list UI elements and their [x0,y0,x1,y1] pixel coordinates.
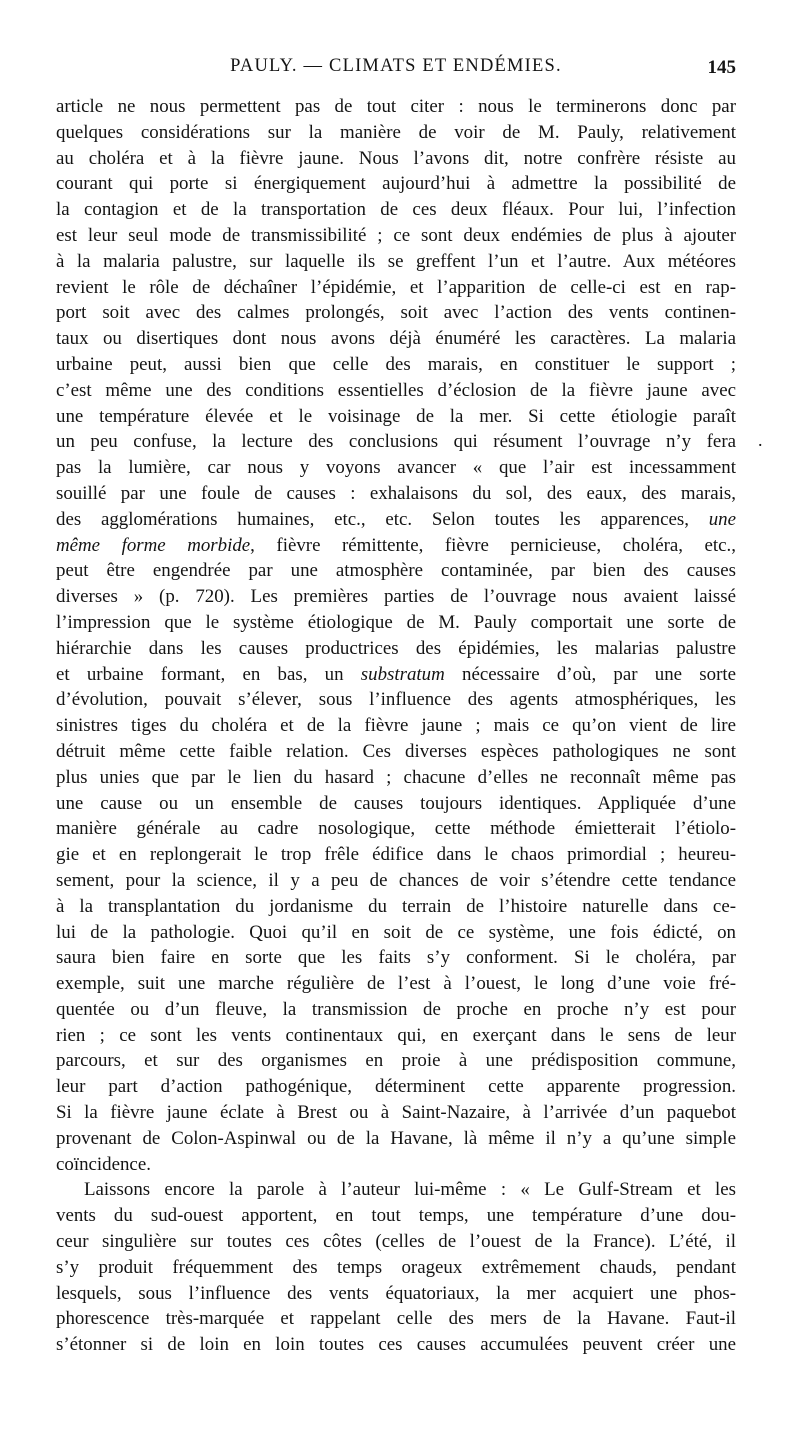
text-line [56,610,736,636]
text-line [56,687,736,713]
text-run: des agglomérations humaines, etc., etc. Selon toutes les apparences, [56,508,709,530]
text-run: peut être engendrée par une atmosphère contaminée, par bien des causes [56,560,736,582]
page-number: 145 [707,57,736,78]
text-line [56,816,736,842]
running-title: PAULY. — CLIMATS ET ENDÉMIES. [230,56,562,76]
text-run: courant qui porte si énergiquement aujourd’hui à admettre la possibilité de [56,173,736,195]
text-run: urbaine peut, aussi bien que celle des marais, en constituer le support ; [56,353,736,375]
text-run: est leur seul mode de transmissibilité ; ce sont deux endémies de plus à ajouter [56,224,736,246]
text-line [56,713,736,739]
text-run: une cause ou un ensemble de causes toujours identiques. Appliquée d’une [56,792,736,814]
text-line [56,171,736,197]
text-line [56,378,736,404]
text-line [56,223,736,249]
text-run: Si la fièvre jaune éclate à Brest ou à Saint-Nazaire, à l’arrivée d’un paquebot [56,1102,736,1124]
text-run: quelques considérations sur la manière de voir de M. Pauly, relativement [56,121,736,143]
text-run: ceur singulière sur toutes ces côtes (celles de l’ouest de la France). L’été, il [56,1231,736,1253]
text-run: revient le rôle de déchaîner l’épidémie, et l’apparition de celle-ci est en rap- [56,276,736,298]
italic-text: une [708,508,736,530]
text-run: un peu confuse, la lecture des conclusions qui résument l’ouvrage n’y fera [56,431,736,453]
text-run: détruit même cette faible relation. Ces diverses espèces pathologiques ne sont [56,740,736,762]
text-run: à la malaria palustre, sur laquelle ils se greffent l’un et l’autre. Aux météores [56,250,736,272]
text-run: manière générale au cadre nosologique, cette méthode émietterait l’étiolo- [56,818,736,840]
text-line [56,120,736,146]
text-line [56,920,736,946]
text-run: parcours, et sur des organismes en proie à une prédisposition commune, [56,1050,736,1072]
text-line [56,249,736,275]
text-line [56,1152,736,1178]
text-run: hiérarchie dans les causes productrices des épidémies, les malarias palustre [56,637,736,659]
text-line [56,971,736,997]
text-line [56,1023,736,1049]
text-line [56,94,736,120]
italic-text: substratum [360,663,445,685]
text-line [56,1332,736,1358]
text-run: au choléra et à la fièvre jaune. Nous l’avons dit, notre confrère résiste au [56,147,736,169]
text-run: souillé par une foule de causes : exhalaisons du sol, des eaux, des marais, [56,482,736,504]
text-line [56,1229,736,1255]
text-line [56,1074,736,1100]
text-run: lesquels, sous l’influence des vents équatoriaux, la mer acquiert une phos- [56,1282,736,1304]
text-line [56,584,736,610]
text-run: , fièvre rémittente, fièvre pernicieuse, choléra, etc., [250,534,736,556]
text-line [56,791,736,817]
text-run: vents du sud-ouest apportent, en tout temps, une température d’une dou- [56,1205,736,1227]
text-line [56,765,736,791]
text-line [56,1306,736,1332]
text-line [56,300,736,326]
running-header [56,56,736,84]
text-line [56,146,736,172]
text-run: quentée ou d’un fleuve, la transmission de proche en proche n’y est pour [56,998,736,1020]
text-line [56,481,736,507]
text-run: sement, pour la science, il y a peu de chances de voir s’étendre cette tendance [56,869,736,891]
text-run: et urbaine formant, en bas, un [56,663,361,685]
text-run: article ne nous permettent pas de tout citer : nous le terminerons donc par [56,96,736,117]
text-run: leur part d’action pathogénique, déterminent cette apparente progression. [56,1076,736,1098]
text-run: s’y produit fréquemment des temps orageux extrêmement chauds, pendant [56,1256,736,1278]
text-line [56,1255,736,1281]
text-line [56,1100,736,1126]
text-line [56,352,736,378]
text-line [56,739,736,765]
text-line [56,868,736,894]
text-line [56,894,736,920]
text-run: nécessaire d’où, par une sorte [444,663,736,685]
text-run: diverses » (p. 720). Les premières parties de l’ouvrage nous avaient laissé [56,586,736,608]
text-line [56,507,736,533]
text-line [56,1281,736,1307]
text-line [56,455,736,481]
text-line [56,429,736,455]
body-text [56,94,736,1358]
text-run: sinistres tiges du choléra et de la fièvre jaune ; mais ce qu’on vient de lire [56,715,736,737]
text-line [56,533,736,559]
text-run: d’évolution, pouvait s’élever, sous l’influence des agents atmosphériques, les [56,689,736,711]
text-run: port soit avec des calmes prolongés, soit avec l’action des vents continen- [56,302,736,324]
text-run: s’étonner si de loin en loin toutes ces causes accumulées peuvent créer une [56,1334,736,1356]
margin-mark: . [758,430,763,450]
text-run: saura bien faire en sorte que les faits s’y conforment. Si le choléra, par [56,947,736,969]
text-line [56,326,736,352]
text-line [56,1048,736,1074]
text-run: à la transplantation du jordanisme du terrain de l’histoire naturelle dans ce- [56,895,736,917]
text-run: une température élevée et le voisinage de la mer. Si cette étiologie paraît [56,405,736,427]
italic-text: même forme morbide [56,534,251,556]
text-run: pas la lumière, car nous y voyons avancer « que l’air est incessamment [56,457,736,479]
text-line [56,275,736,301]
text-run: plus unies que par le lien du hasard ; chacune d’elles ne reconnaît même pas [56,766,736,788]
text-line [56,636,736,662]
text-line [56,662,736,688]
text-run: la contagion et de la transportation de ces deux fléaux. Pour lui, l’infection [56,199,736,221]
text-line [56,997,736,1023]
text-line [56,558,736,584]
text-run: l’impression que le système étiologique de M. Pauly comportait une sorte de [56,611,736,633]
text-line [56,197,736,223]
text-run: taux ou disertiques dont nous avons déjà énuméré les caractères. La malaria [56,328,736,350]
text-line [56,1177,736,1203]
text-run: phorescence très-marquée et rappelant celle des mers de la Havane. Faut-il [56,1308,736,1330]
text-run: rien ; ce sont les vents continentaux qui, en exerçant dans le sens de leur [56,1024,736,1046]
text-run: exemple, suit une marche régulière de l’est à l’ouest, le long d’une voie fré- [56,973,736,995]
text-line [56,945,736,971]
text-line [56,1126,736,1152]
text-run: Laissons encore la parole à l’auteur lui-même : « Le Gulf-Stream et les [84,1179,736,1201]
text-line [56,842,736,868]
text-run: provenant de Colon-Aspinwal ou de la Havane, là même il n’y a qu’une simple [56,1127,736,1149]
text-run: gie et en replongerait le trop frêle édifice dans le chaos primordial ; heureu- [56,844,736,866]
text-run: coïncidence. [56,1153,151,1175]
text-run: c’est même une des conditions essentielles d’éclosion de la fièvre jaune avec [56,379,736,401]
text-run: lui de la pathologie. Quoi qu’il en soit de ce système, une fois édicté, on [56,921,736,943]
text-line [56,1203,736,1229]
text-line [56,404,736,430]
